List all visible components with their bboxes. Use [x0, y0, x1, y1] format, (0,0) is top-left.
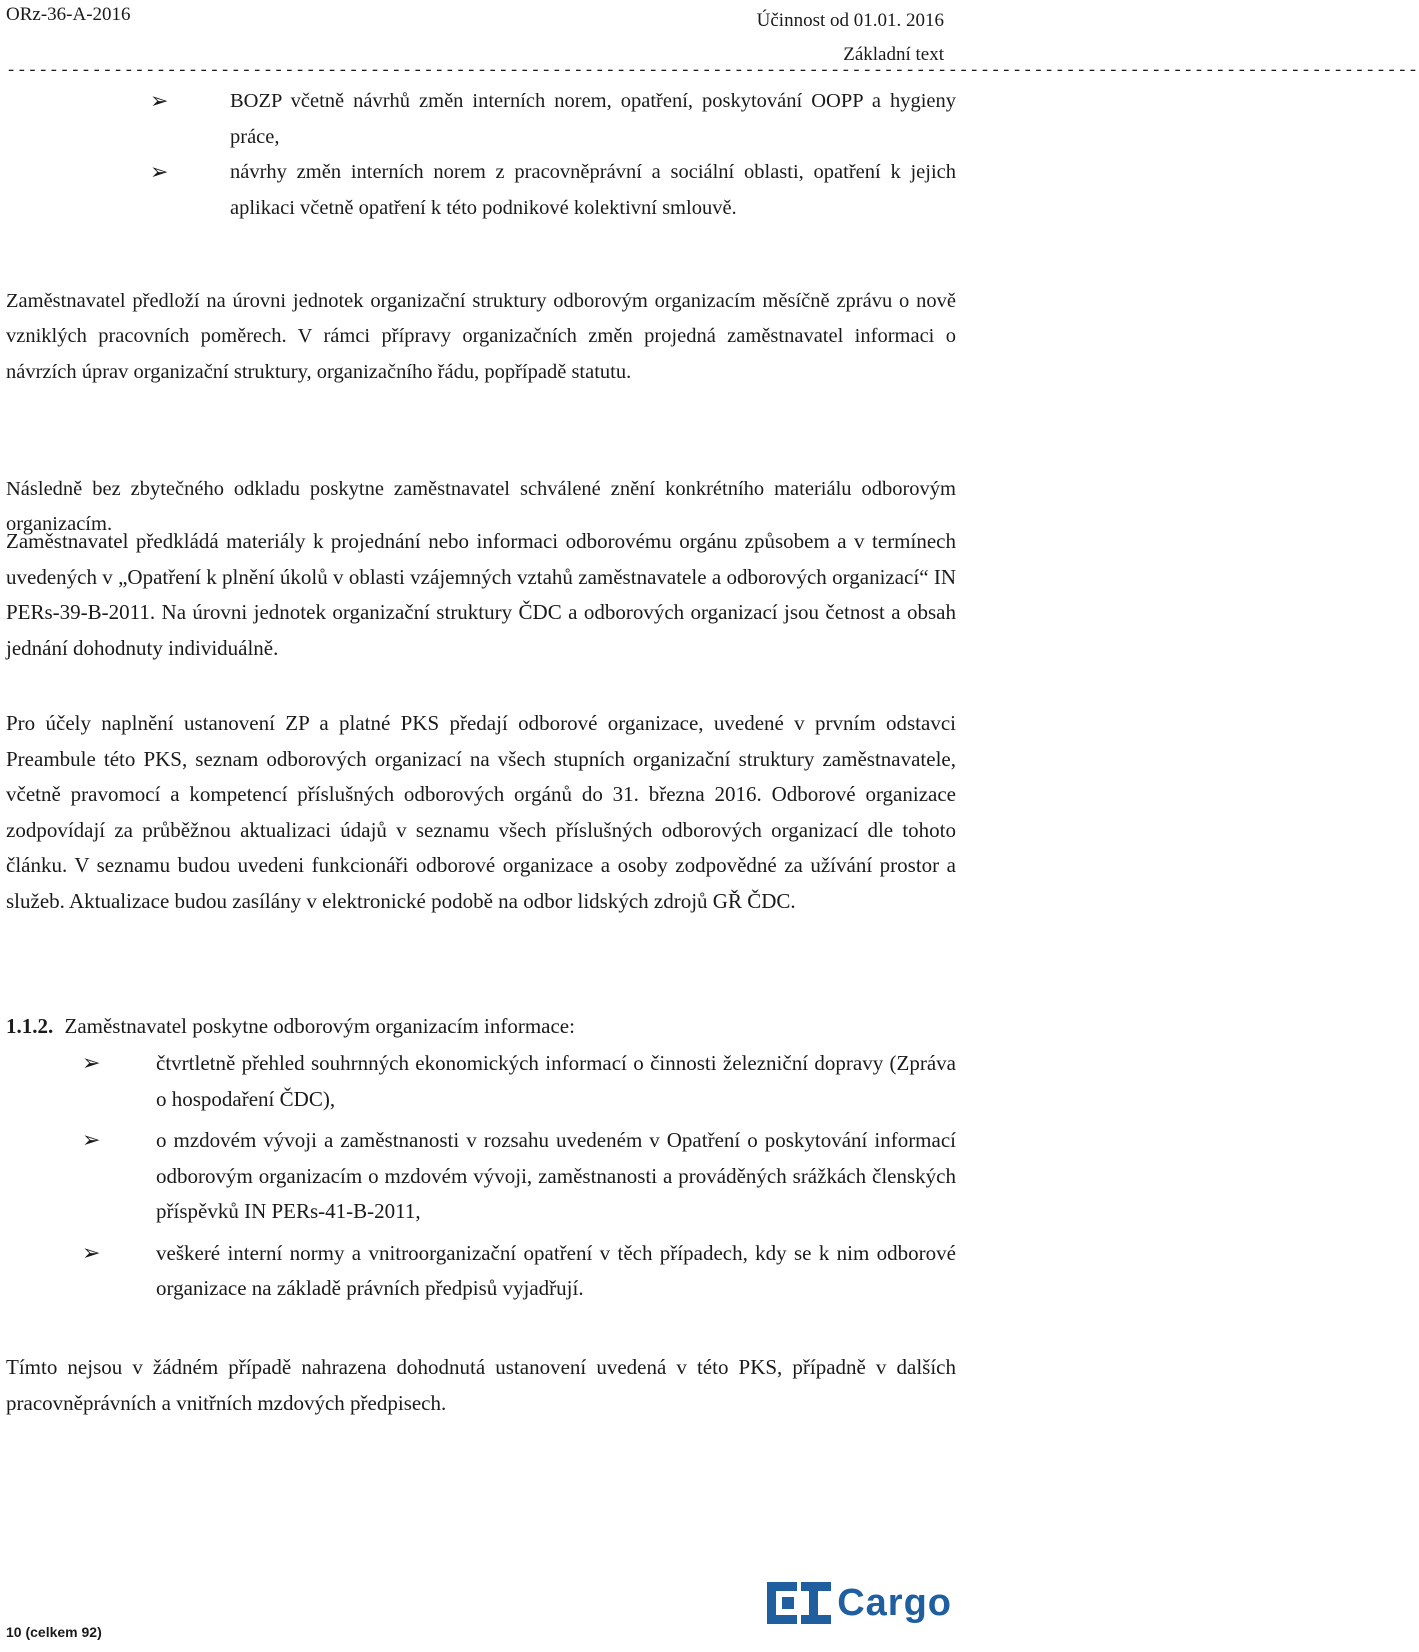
list-item — [6, 155, 956, 226]
bullet-list-top — [6, 84, 956, 226]
paragraph: Zaměstnavatel předkládá materiály k projednání nebo informaci odborovému orgánu způsobem a v termínech uvedených v „Opatření k plnění úkolů v oblasti vzájemných vztahů zaměstnavatele a odborových organizací“ IN PERs-39-B-2011. Na úrovni jednotek organizační struktury ČDC a odborových organizací jsou četnost a obsah jednání dohodnuty individuálně. — [6, 529, 956, 660]
list-item-text: návrhy změn interních norem z pracovněprávní a sociální oblasti, opatření k jejich aplikaci včetně opatření k této podnikové kolektivní smlouvě. — [230, 161, 956, 219]
effective-date: Účinnost od 01.01. 2016 — [756, 10, 944, 31]
header-divider: ------------------------------------------------------------------------------------------------------------------------------------ — [6, 62, 1419, 81]
paragraph: Tímto nejsou v žádném případě nahrazena dohodnutá ustanovení uvedená v této PKS, případně v dalších pracovněprávních a vnitřních mzdových předpisech. — [6, 1355, 956, 1415]
list-item — [6, 1236, 956, 1307]
arrow-bullet-icon: ➢ — [82, 1128, 101, 1153]
arrow-bullet-icon: ➢ — [150, 89, 169, 114]
logo-text: Cargo — [837, 1581, 952, 1624]
bullet-list-section — [6, 1046, 956, 1313]
arrow-bullet-icon: ➢ — [82, 1051, 101, 1076]
list-item — [6, 1123, 956, 1230]
list-item-text: veškeré interní normy a vnitroorganizační opatření v těch případech, kdy se k nim odborové organizace na základě právních předpisů vyjadřují. — [156, 1240, 956, 1300]
arrow-bullet-icon: ➢ — [150, 160, 169, 185]
cd-logo-icon — [767, 1582, 831, 1624]
cd-cargo-logo — [767, 1578, 952, 1628]
paragraph: Pro účely naplnění ustanovení ZP a platné PKS předají odborové organizace, uvedené v prvním odstavci Preambule této PKS, seznam odborových organizací na všech stupních organizační struktury zaměstnavatele, včetně pravomocí a kompetencí příslušných odborových orgánů do 31. března 2016. Odborové organizace zodpovídají za průběžnou aktualizaci údajů v seznamu všech příslušných odborových organizací dle tohoto článku. V seznamu budou uvedeni funkcionáři odborové organizace a osoby zodpovědné za užívání prostor a služeb. Aktualizace budou zasílány v elektronické podobě na odbor lidských zdrojů GŘ ČDC. — [6, 711, 956, 913]
section-title: Zaměstnavatel poskytne odborovým organizacím informace: — [64, 1014, 575, 1038]
page-number: 10 (celkem 92) — [6, 1624, 102, 1640]
document-id: ORz-36-A-2016 — [6, 4, 131, 25]
section-heading — [6, 1009, 956, 1045]
paragraph: Následně bez zbytečného odkladu poskytne zaměstnavatel schválené znění konkrétního materiálu odborovým organizacím. — [6, 477, 956, 535]
list-item-text: o mzdovém vývoji a zaměstnanosti v rozsahu uvedeném v Opatření o poskytování informací odborovým organizacím o mzdovém vývoji, zaměstnanosti a prováděných srážkách členských příspěvků IN PERs-41-B-2011, — [156, 1128, 956, 1223]
list-item — [6, 1046, 956, 1117]
list-item-text: BOZP včetně návrhů změn interních norem, opatření, poskytování OOPP a hygieny práce, — [230, 90, 956, 148]
list-item-text: čtvrtletně přehled souhrnných ekonomických informací o činnosti železniční dopravy (Zpráva o hospodaření ČDC), — [156, 1051, 956, 1111]
paragraph: Zaměstnavatel předloží na úrovni jednotek organizační struktury odborovým organizacím měsíčně zprávu o nově vzniklých pracovních poměrech. V rámci přípravy organizačních změn projedná zaměstnavatel informaci o návrzích úprav organizační struktury, organizačního řádu, popřípadě statutu. — [6, 289, 956, 383]
section-number: 1.1.2. — [6, 1014, 54, 1038]
list-item — [6, 84, 956, 155]
arrow-bullet-icon: ➢ — [82, 1240, 101, 1266]
section-label: Základní text — [843, 44, 944, 65]
